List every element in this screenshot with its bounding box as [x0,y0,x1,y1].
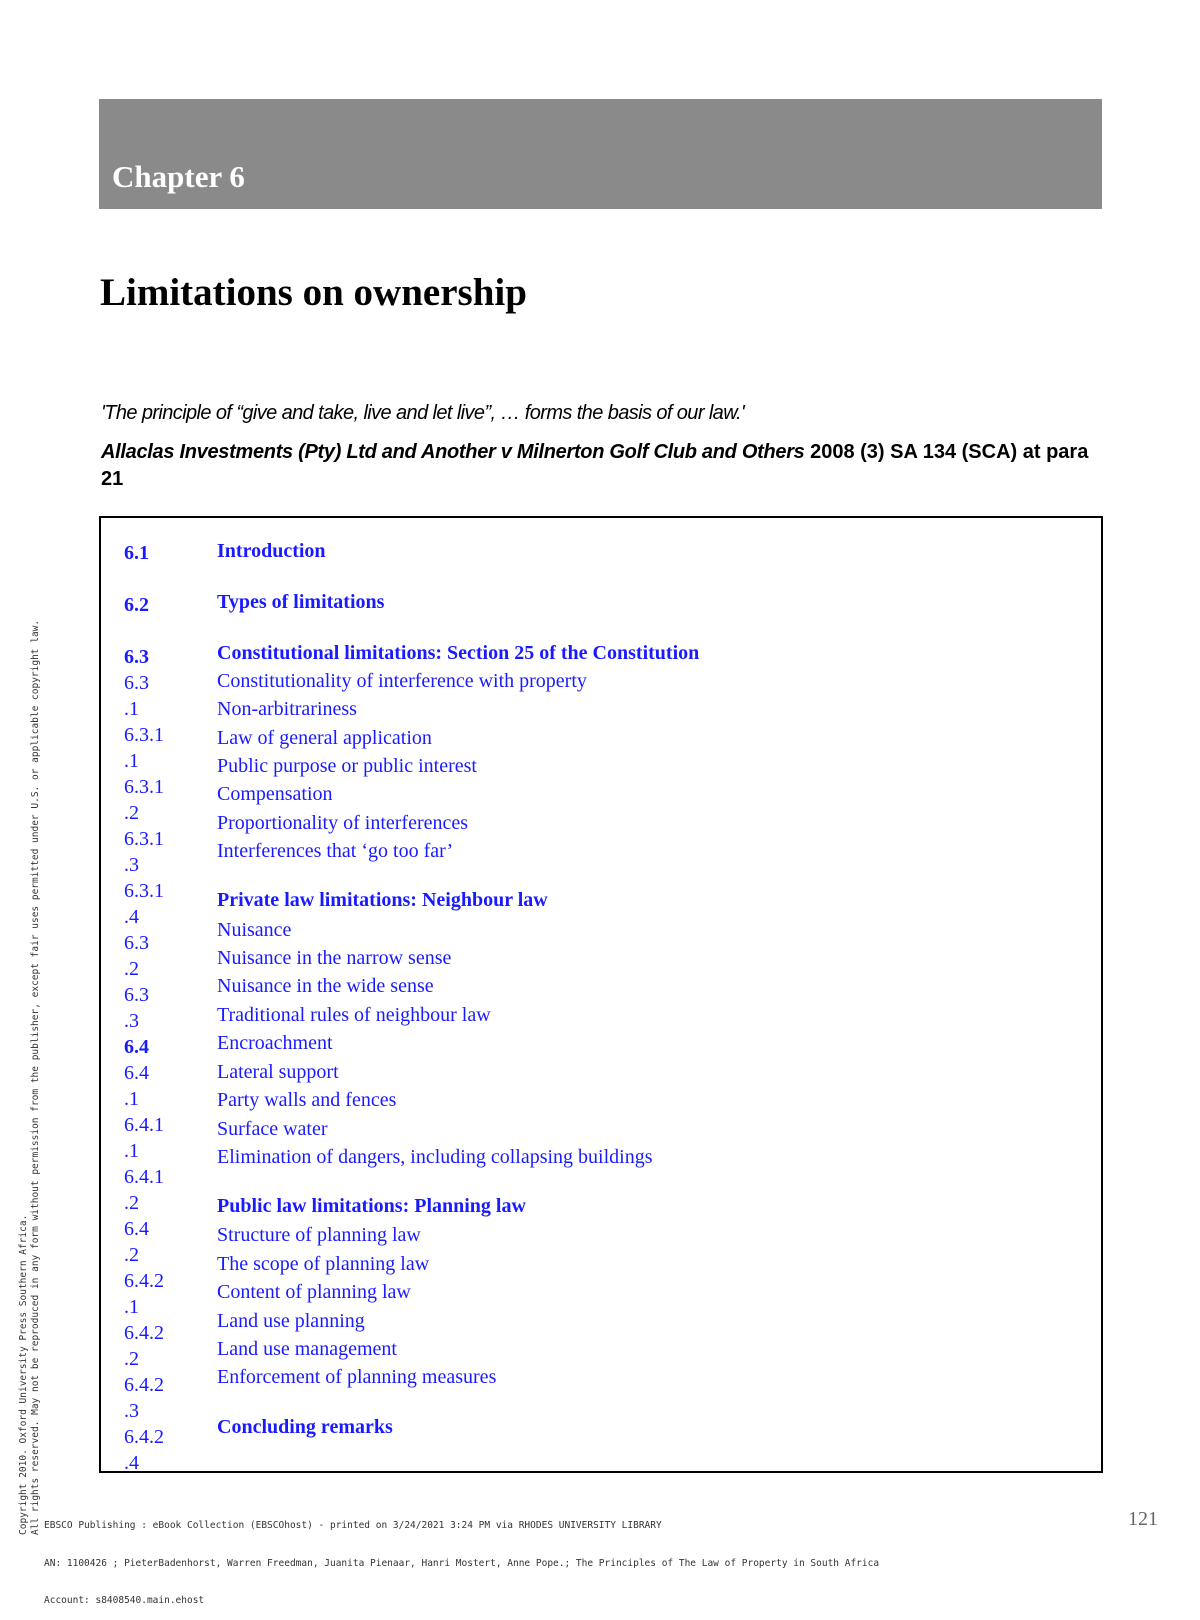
toc-numbers [124,540,184,1476]
toc-number: 6.1 [124,542,149,564]
toc-number: 6.3.1 [124,724,164,746]
toc-entry[interactable]: Lateral support [217,1061,339,1083]
toc-entry[interactable]: Private law limitations: Neighbour law [217,889,548,911]
toc-number: 6.3.1 [124,776,164,798]
footer-line-3: Account: s8408540.main.ehost [44,1595,205,1606]
toc-number: 6.4.1 [124,1114,164,1136]
toc-entry[interactable]: Constitutionality of interference with property [217,670,587,692]
toc-entry[interactable]: The scope of planning law [217,1253,430,1275]
toc-number: 6.4 [124,1036,149,1058]
copyright-side-note [18,395,42,1535]
toc-entry[interactable]: Law of general application [217,727,432,749]
toc-number: .3 [124,854,139,876]
toc-number: 6.4 [124,1062,149,1084]
toc-entry[interactable]: Encroachment [217,1032,333,1054]
toc-number: .4 [124,906,139,928]
toc-entry[interactable]: Introduction [217,540,326,562]
chapter-label: Chapter 6 [112,159,245,194]
toc-number: 6.4.2 [124,1322,164,1344]
toc-number: .2 [124,1244,139,1266]
toc-entry[interactable]: Public law limitations: Planning law [217,1195,526,1217]
toc-number: 6.3 [124,646,149,668]
toc-number: .1 [124,750,139,772]
case-name: Allaclas Investments (Pty) Ltd and Another v Milnerton Golf Club and Others [101,441,805,463]
toc-number: 6.4.1 [124,1166,164,1188]
toc-number: .2 [124,802,139,824]
toc-entry[interactable]: Content of planning law [217,1281,411,1303]
case-citation: 2008 (3) SA 134 (SCA) at para 21 [101,441,1089,490]
footer [44,1495,879,1620]
toc-entry[interactable]: Public purpose or public interest [217,755,477,777]
toc-number: .3 [124,1400,139,1422]
toc-entry[interactable]: Concluding remarks [217,1416,393,1438]
toc-entry[interactable]: Party walls and fences [217,1089,397,1111]
toc-number: .1 [124,1088,139,1110]
footer-line-2: AN: 1100426 ; PieterBadenhorst, Warren Freedman, Juanita Pienaar, Hanri Mostert, Anne Pope.; The Principles of The Law of Property in South Africa [44,1557,880,1569]
toc-number: 6.4.2 [124,1426,164,1448]
epigraph-quote: 'The principle of “give and take, live and let live”, … forms the basis of our law.' [101,402,745,424]
toc-number: 6.4.2 [124,1270,164,1292]
toc-number: .1 [124,698,139,720]
copyright-line-1: Copyright 2010. Oxford University Press Southern Africa. [18,1214,29,1535]
toc-entry[interactable]: Constitutional limitations: Section 25 of the Constitution [217,642,700,664]
page-number: 121 [1128,1508,1158,1530]
toc-entry[interactable]: Traditional rules of neighbour law [217,1004,491,1026]
toc-entry[interactable]: Nuisance in the narrow sense [217,947,452,969]
toc-entry[interactable]: Surface water [217,1118,328,1140]
footer-line-1: EBSCO Publishing : eBook Collection (EBSCOhost) - printed on 3/24/2021 3:24 PM via RHODES UNIVERSITY LIBRARY [44,1520,662,1531]
toc-entry[interactable]: Interferences that ‘go too far’ [217,840,454,862]
toc-number: 6.3.1 [124,828,164,850]
toc-entry[interactable]: Nuisance [217,919,292,941]
toc-number: .3 [124,1010,139,1032]
toc-entry[interactable]: Elimination of dangers, including collapsing buildings [217,1146,653,1168]
toc-entry[interactable]: Land use management [217,1338,397,1360]
toc-number: .4 [124,1452,139,1474]
toc-number: 6.3 [124,672,149,694]
toc-entry[interactable]: Enforcement of planning measures [217,1366,497,1388]
toc-entry[interactable]: Nuisance in the wide sense [217,975,434,997]
toc-number [124,618,184,644]
toc-entry[interactable]: Proportionality of interferences [217,812,469,834]
toc-number: .2 [124,1348,139,1370]
chapter-banner [99,99,1102,209]
toc-number [124,566,184,592]
chapter-title: Limitations on ownership [100,271,527,314]
toc-entry[interactable]: Types of limitations [217,591,385,613]
toc-number: .2 [124,1192,139,1214]
table-of-contents [99,516,1103,1473]
toc-entry[interactable]: Land use planning [217,1310,365,1332]
copyright-line-2: All rights reserved. May not be reproduced in any form without permission from the publisher, except fair uses permitted under U.S. or applicable copyright law. [30,619,41,1535]
toc-number: 6.2 [124,594,149,616]
epigraph [101,400,1106,493]
toc-number: 6.3.1 [124,880,164,902]
toc-number: 6.3 [124,984,149,1006]
toc-number: 6.4.2 [124,1374,164,1396]
toc-number: .1 [124,1140,139,1162]
toc-number: 6.4 [124,1218,149,1240]
toc-entry[interactable]: Compensation [217,783,333,805]
toc-number: .2 [124,958,139,980]
toc-number: .1 [124,1296,139,1318]
toc-entry[interactable]: Structure of planning law [217,1224,421,1246]
epigraph-citation [101,439,1106,493]
toc-number: 6.3 [124,932,149,954]
toc-entry[interactable]: Non-arbitrariness [217,698,357,720]
